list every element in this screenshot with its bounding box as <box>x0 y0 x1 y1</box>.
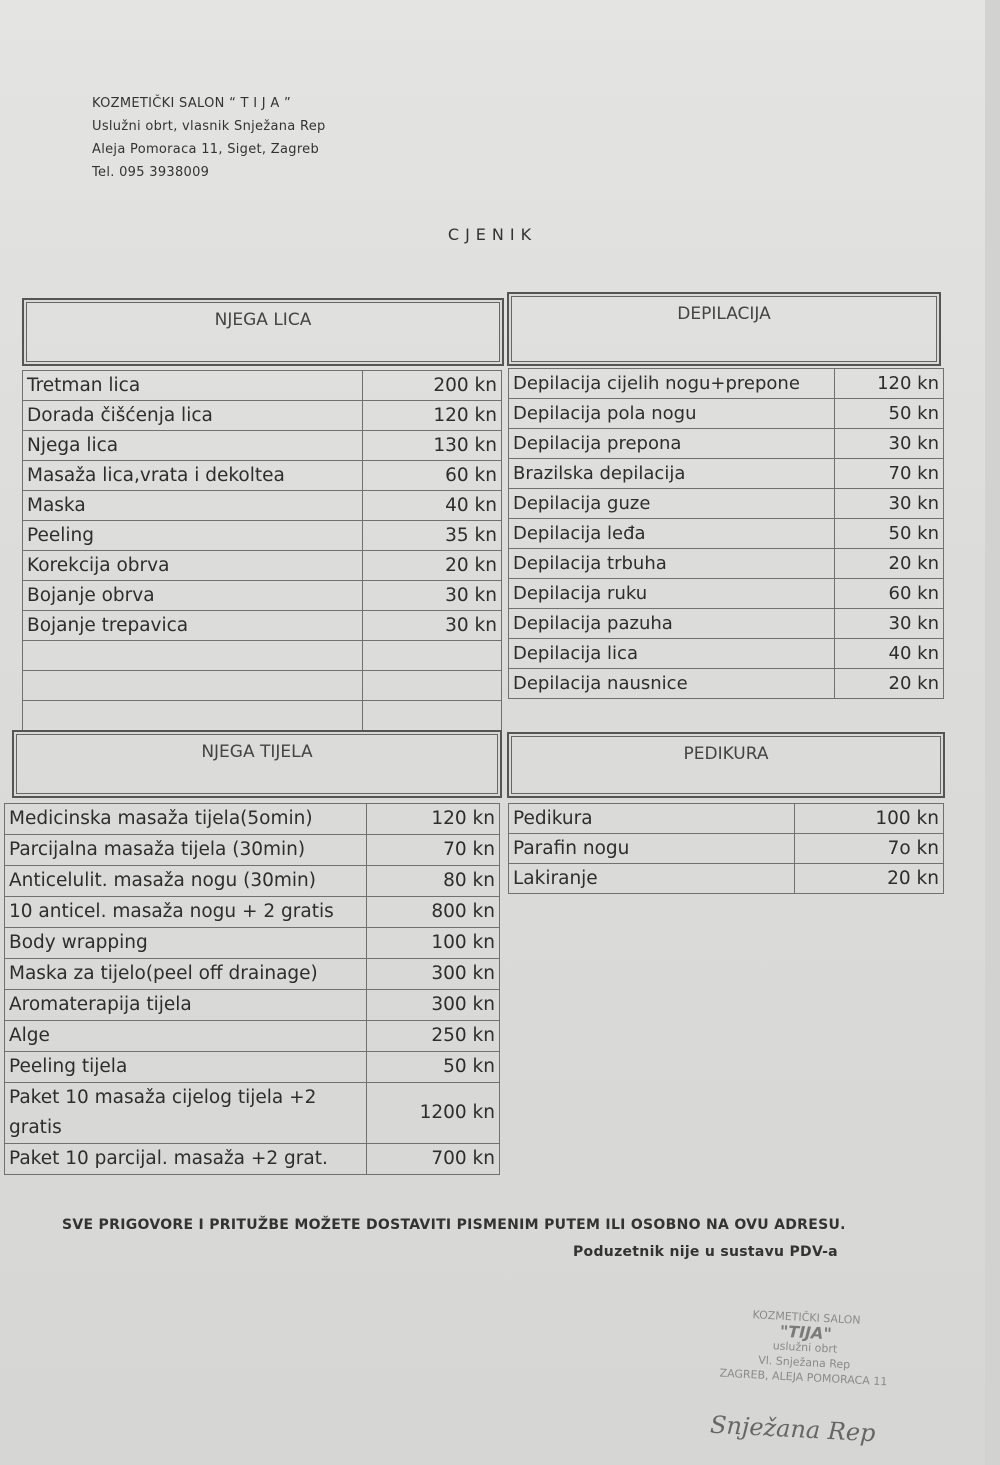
service-name: Bojanje obrva <box>23 581 363 611</box>
table-row <box>5 1052 500 1083</box>
service-price: 800 kn <box>367 897 500 928</box>
service-price: 300 kn <box>367 990 500 1021</box>
table-row <box>5 1021 500 1052</box>
section-heading-pedikura <box>507 732 945 798</box>
complaints-text: SVE PRIGOVORE I PRITUŽBE MOŽETE DOSTAVITI PISMENIM PUTEM ILI OSOBNO NA OVU ADRESU. <box>62 1217 846 1233</box>
table-row <box>5 866 500 897</box>
table-row <box>509 399 944 429</box>
table-row <box>509 639 944 669</box>
service-price: 60 kn <box>835 579 944 609</box>
table-row <box>509 804 944 834</box>
service-price: 50 kn <box>835 519 944 549</box>
service-name: Alge <box>5 1021 367 1052</box>
empty-cell <box>363 701 502 731</box>
service-name: Njega lica <box>23 431 363 461</box>
section-title: DEPILACIJA <box>677 304 771 324</box>
section-title: NJEGA LICA <box>214 310 312 330</box>
service-name: Lakiranje <box>509 864 795 894</box>
table-row <box>5 928 500 959</box>
table-row <box>509 579 944 609</box>
empty-row <box>23 701 502 731</box>
service-price: 50 kn <box>367 1052 500 1083</box>
stamp-line: uslužni obrt <box>772 1339 838 1356</box>
service-price: 130 kn <box>363 431 502 461</box>
empty-cell <box>23 641 363 671</box>
table-row <box>509 489 944 519</box>
service-price: 200 kn <box>363 371 502 401</box>
section-title: PEDIKURA <box>683 744 769 764</box>
service-price: 30 kn <box>363 581 502 611</box>
stamp-line: ZAGREB, ALEJA POMORACA 11 <box>719 1366 888 1389</box>
table-row <box>5 1083 500 1144</box>
service-name: Anticelulit. masaža nogu (30min) <box>5 866 367 897</box>
service-price: 30 kn <box>835 489 944 519</box>
service-price: 30 kn <box>835 429 944 459</box>
service-name: Depilacija cijelih nogu+prepone <box>509 369 835 399</box>
empty-row <box>23 641 502 671</box>
table-row <box>5 804 500 835</box>
service-name: Paket 10 parcijal. masaža +2 grat. <box>5 1144 367 1175</box>
stamp-line: KOZMETIČKI SALON <box>752 1308 861 1327</box>
service-name: Depilacija nausnice <box>509 669 835 699</box>
table-row <box>5 1144 500 1175</box>
table-row <box>23 491 502 521</box>
salon-name: KOZMETIČKI SALON “ T I J A ” <box>92 96 292 111</box>
service-price: 20 kn <box>795 864 944 894</box>
service-name: Depilacija leđa <box>509 519 835 549</box>
table-row <box>23 431 502 461</box>
service-name: Dorada čišćenja lica <box>23 401 363 431</box>
service-price: 300 kn <box>367 959 500 990</box>
service-name: Bojanje trepavica <box>23 611 363 641</box>
table-row <box>509 429 944 459</box>
service-name: Depilacija prepona <box>509 429 835 459</box>
stamp-line: Vl. Snježana Rep <box>757 1353 851 1372</box>
service-price: 700 kn <box>367 1144 500 1175</box>
service-name: Masaža lica,vrata i dekoltea <box>23 461 363 491</box>
table-row <box>23 611 502 641</box>
service-name: Depilacija trbuha <box>509 549 835 579</box>
service-price: 120 kn <box>835 369 944 399</box>
service-name: Pedikura <box>509 804 795 834</box>
table-njega-tijela <box>4 803 500 1175</box>
page-title: CJENIK <box>447 225 538 244</box>
table-row <box>23 521 502 551</box>
service-price: 30 kn <box>363 611 502 641</box>
table-njega-lica <box>22 370 502 731</box>
service-name: Peeling <box>23 521 363 551</box>
table-row <box>5 897 500 928</box>
service-name: Medicinska masaža tijela(5omin) <box>5 804 367 835</box>
table-row <box>5 835 500 866</box>
empty-cell <box>23 671 363 701</box>
table-row <box>5 990 500 1021</box>
service-name: Depilacija lica <box>509 639 835 669</box>
service-name: Aromaterapija tijela <box>5 990 367 1021</box>
service-price: 30 kn <box>835 609 944 639</box>
service-name: 10 anticel. masaža nogu + 2 gratis <box>5 897 367 928</box>
table-row <box>509 519 944 549</box>
service-price: 100 kn <box>795 804 944 834</box>
table-row <box>509 669 944 699</box>
service-price: 120 kn <box>363 401 502 431</box>
empty-cell <box>363 641 502 671</box>
stamp-line: "TIJA" <box>779 1321 833 1344</box>
service-name: Peeling tijela <box>5 1052 367 1083</box>
service-price: 70 kn <box>367 835 500 866</box>
service-name: Parcijalna masaža tijela (30min) <box>5 835 367 866</box>
service-price: 40 kn <box>363 491 502 521</box>
service-name: Paket 10 masaža cijelog tijela +2 gratis <box>5 1083 367 1144</box>
section-title: NJEGA TIJELA <box>201 742 313 762</box>
service-name: Brazilska depilacija <box>509 459 835 489</box>
service-price: 80 kn <box>367 866 500 897</box>
service-price: 20 kn <box>363 551 502 581</box>
service-price: 70 kn <box>835 459 944 489</box>
service-name: Body wrapping <box>5 928 367 959</box>
salon-address: Aleja Pomoraca 11, Siget, Zagreb <box>92 142 320 157</box>
salon-header <box>92 92 326 184</box>
service-name: Tretman lica <box>23 371 363 401</box>
service-price: 40 kn <box>835 639 944 669</box>
section-heading-njega-tijela <box>12 730 502 798</box>
complaints-notice <box>62 1213 902 1238</box>
table-row <box>23 581 502 611</box>
section-heading-njega-lica <box>22 298 504 366</box>
salon-owner: Uslužni obrt, vlasnik Snježana Rep <box>92 119 326 134</box>
table-row <box>23 371 502 401</box>
service-name: Depilacija pazuha <box>509 609 835 639</box>
table-depilacija <box>508 368 944 699</box>
service-name: Maska za tijelo(peel off drainage) <box>5 959 367 990</box>
table-row <box>509 549 944 579</box>
salon-stamp <box>688 1304 922 1391</box>
service-name: Maska <box>23 491 363 521</box>
table-row <box>509 864 944 894</box>
empty-cell <box>23 701 363 731</box>
salon-phone: Tel. 095 3938009 <box>92 165 210 180</box>
empty-cell <box>363 671 502 701</box>
table-row <box>23 551 502 581</box>
service-price: 20 kn <box>835 669 944 699</box>
table-row <box>23 461 502 491</box>
service-price: 7o kn <box>795 834 944 864</box>
service-price: 250 kn <box>367 1021 500 1052</box>
service-name: Depilacija ruku <box>509 579 835 609</box>
service-name: Parafin nogu <box>509 834 795 864</box>
table-row <box>509 834 944 864</box>
vat-notice: Poduzetnik nije u sustavu PDV-a <box>573 1244 838 1260</box>
service-name: Korekcija obrva <box>23 551 363 581</box>
service-name: Depilacija guze <box>509 489 835 519</box>
service-price: 60 kn <box>363 461 502 491</box>
table-row <box>509 369 944 399</box>
table-row <box>23 401 502 431</box>
owner-signature: Snježana Rep <box>709 1410 877 1448</box>
service-price: 20 kn <box>835 549 944 579</box>
service-price: 1200 kn <box>367 1083 500 1144</box>
service-price: 35 kn <box>363 521 502 551</box>
service-name: Depilacija pola nogu <box>509 399 835 429</box>
empty-row <box>23 671 502 701</box>
table-row <box>509 459 944 489</box>
service-price: 100 kn <box>367 928 500 959</box>
table-row <box>509 609 944 639</box>
table-pedikura <box>508 803 944 894</box>
section-heading-depilacija <box>507 292 941 366</box>
table-row <box>5 959 500 990</box>
service-price: 50 kn <box>835 399 944 429</box>
service-price: 120 kn <box>367 804 500 835</box>
